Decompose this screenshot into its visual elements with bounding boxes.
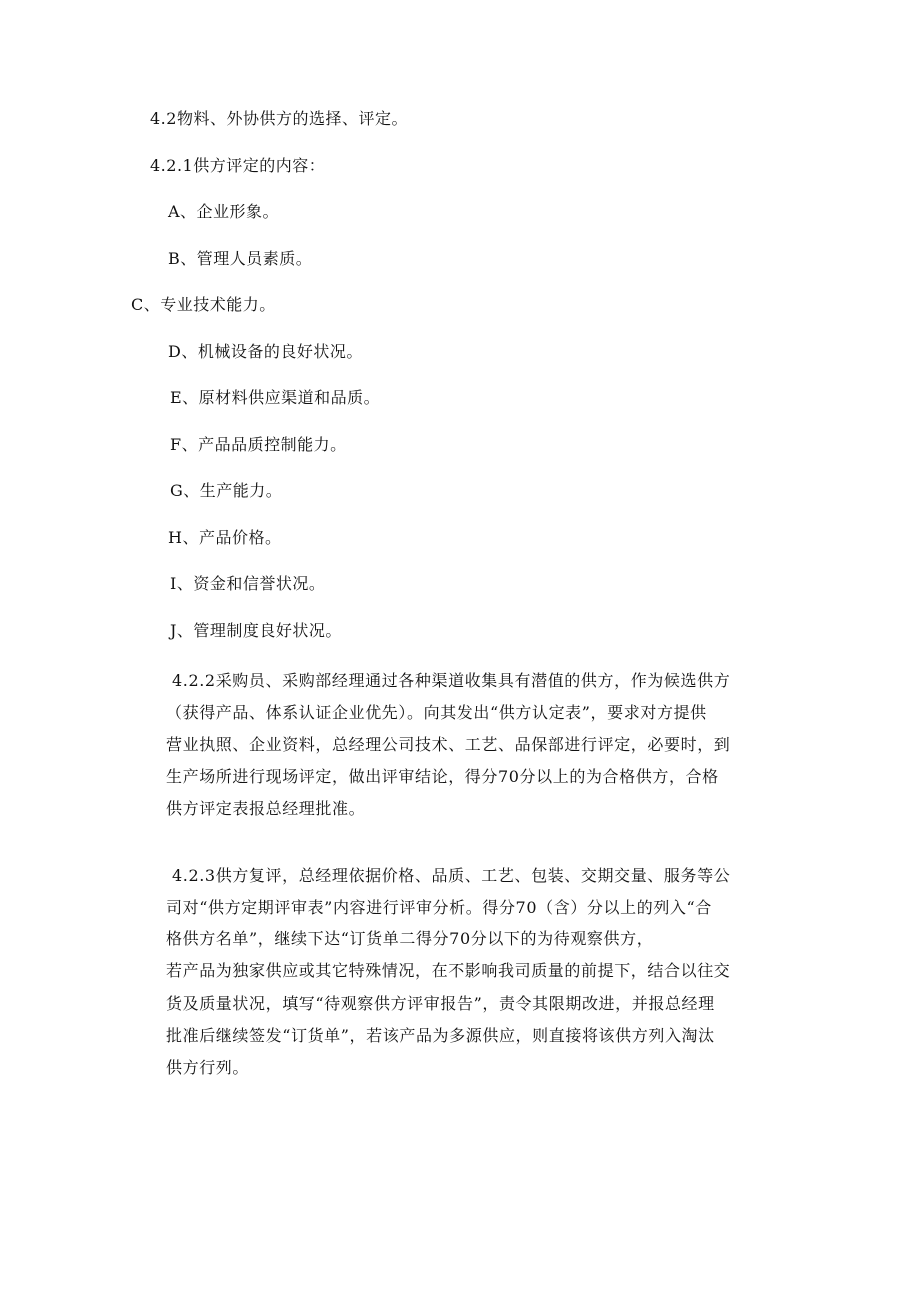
paragraph-line: 生产场所进行现场评定，做出评审结论，得分70分以上的为合格供方，合格 [166,767,719,786]
paragraph-line: 4.2.2采购员、采购部经理通过各种渠道收集具有潜值的供方，作为候选供方 [172,671,731,690]
list-item-d: D、机械设备的良好状况。 [168,342,363,361]
list-item-h: H、产品价格。 [168,528,282,547]
paragraph-line: 4.2.3供方复评，总经理依据价格、品质、工艺、包装、交期交量、服务等公 [172,866,731,885]
list-item-a: A、企业形象。 [168,202,280,221]
list-item-j: J、管理制度良好状况。 [170,621,342,640]
paragraph-line: （获得产品、体系认证企业优先）。向其发出“供方认定表”，要求对方提供 [166,703,707,722]
list-item-b: B、管理人员素质。 [168,249,313,268]
list-item-g: G、生产能力。 [170,481,283,500]
section-heading-4-2: 4.2物料、外协供方的选择、评定。 [150,109,408,128]
paragraph-line: 批准后继续签发“订货单”，若该产品为多源供应，则直接将该供方列入淘汰 [166,1026,715,1045]
paragraph-line: 司对“供方定期评审表”内容进行评审分析。得分70（含）分以上的列入“合 [166,898,712,917]
list-item-f: F、产品品质控制能力。 [170,435,347,454]
paragraph-line: 货及质量状况，填写“待观察供方评审报告”，责令其限期改进，并报总经理 [166,994,715,1013]
paragraph-4-2-3 [166,860,806,1084]
paragraph-line: 格供方名单”，继续下达“订货单二得分70分以下的为待观察供方， [166,929,654,948]
paragraph-line: 若产品为独家供应或其它特殊情况，在不影响我司质量的前提下，结合以往交 [166,961,731,980]
paragraph-line: 营业执照、企业资料，总经理公司技术、工艺、品保部进行评定，必要时，到 [166,735,731,754]
paragraph-4-2-2 [166,665,806,825]
list-item-c: C、专业技术能力。 [131,295,276,314]
list-item-e: E、原材料供应渠道和品质。 [170,388,381,407]
section-heading-4-2-1: 4.2.1供方评定的内容： [150,156,326,175]
paragraph-line: 供方评定表报总经理批准。 [166,799,366,818]
list-item-i: I、资金和信誉状况。 [170,574,326,593]
paragraph-line: 供方行列。 [166,1058,250,1077]
